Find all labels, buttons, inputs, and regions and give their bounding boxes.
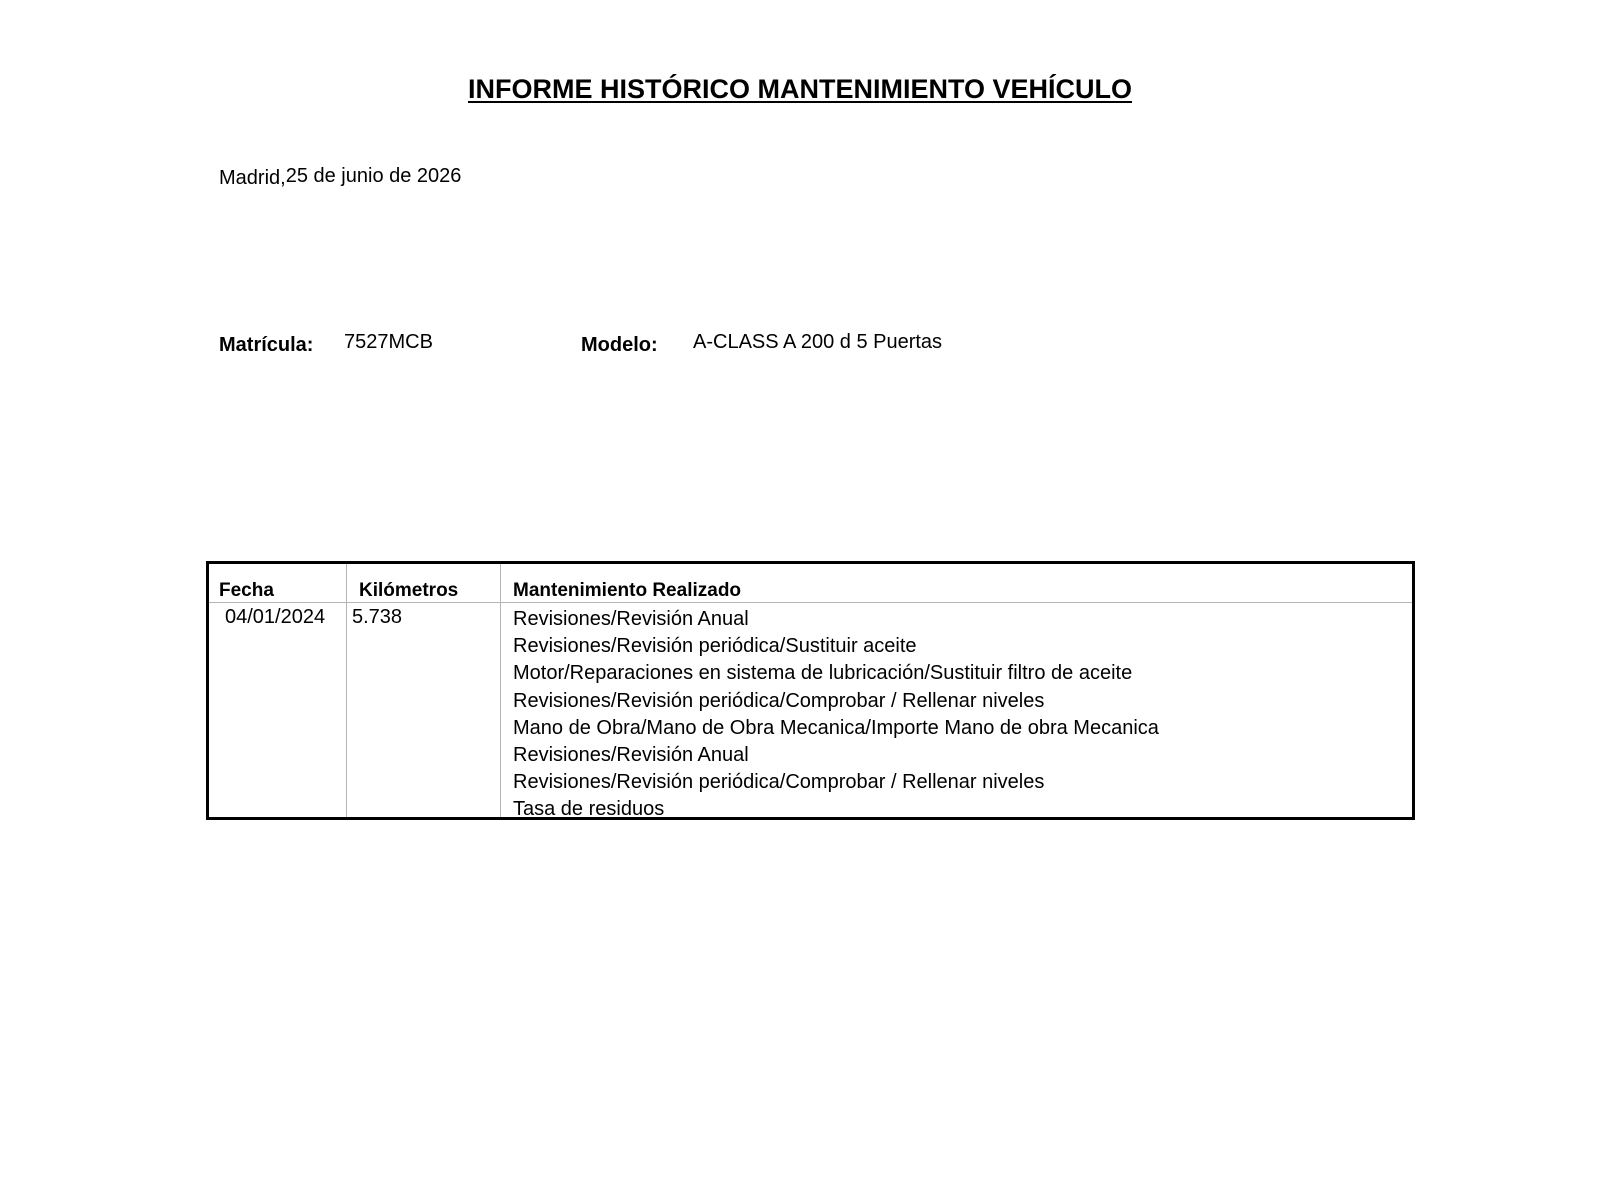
matricula-label: Matrícula:: [219, 334, 314, 356]
matricula-value: 7527MCB: [344, 331, 433, 353]
maintenance-item: Revisiones/Revisión Anual: [513, 743, 749, 766]
maintenance-item: Revisiones/Revisión periódica/Sustituir aceite: [513, 635, 917, 658]
modelo-value: A-CLASS A 200 d 5 Puertas: [693, 331, 943, 353]
maintenance-item: Revisiones/Revisión periódica/Comprobar / Rellenar niveles: [513, 771, 1045, 794]
cell-kilometros: 5.738: [352, 606, 403, 628]
cell-fecha: 04/01/2024: [225, 606, 326, 628]
report-title-text: INFORME HISTÓRICO MANTENIMIENTO VEHÍCULO: [467, 74, 1132, 104]
maintenance-item: Revisiones/Revisión Anual: [513, 608, 749, 630]
place: Madrid,: [219, 167, 286, 189]
header-divider: [209, 602, 1412, 603]
maintenance-table: [206, 561, 1415, 820]
header-kilometros: Kilómetros: [359, 580, 459, 601]
header-fecha: Fecha: [219, 580, 274, 601]
modelo-label: Modelo:: [581, 334, 658, 356]
header-mantenimiento: Mantenimiento Realizado: [513, 580, 742, 601]
report-title: [0, 72, 1600, 106]
maintenance-item: Tasa de residuos: [513, 798, 665, 821]
maintenance-item: Revisiones/Revisión periódica/Comprobar / Rellenar niveles: [513, 689, 1045, 712]
maintenance-item: Mano de Obra/Mano de Obra Mecanica/Importe Mano de obra Mecanica: [513, 716, 1159, 739]
report-date: 25 de junio de 2026: [285, 165, 462, 187]
maintenance-items: [513, 606, 1159, 824]
place-date: [219, 166, 461, 190]
maintenance-item: Motor/Reparaciones en sistema de lubricación/Sustituir filtro de aceite: [513, 662, 1133, 685]
